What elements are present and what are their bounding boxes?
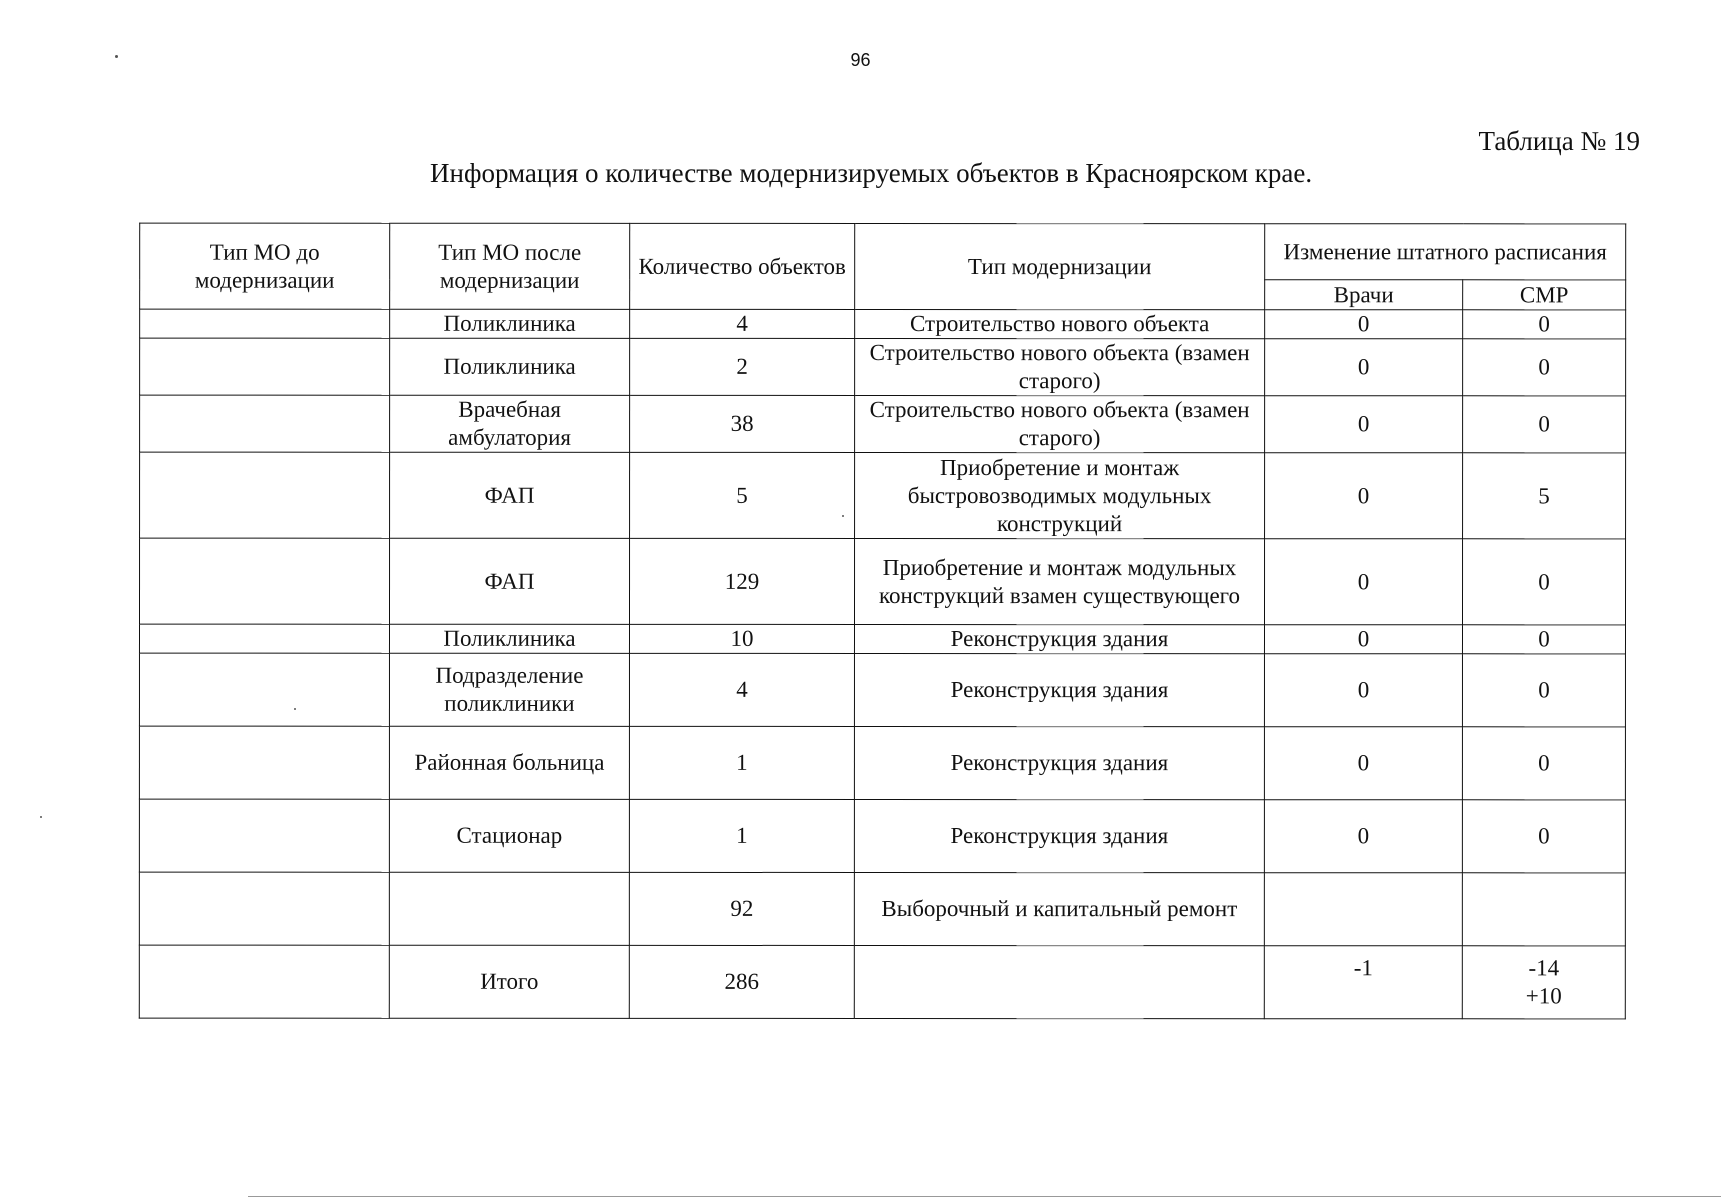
total-row — [139, 945, 1625, 1019]
cell-type-before — [139, 872, 389, 945]
cell-count: 2 — [630, 338, 855, 395]
modernization-table — [139, 223, 1626, 1020]
scan-edge-line — [248, 1196, 1721, 1197]
cell-count: 4 — [630, 309, 855, 338]
cell-type-after: Поликлиника — [390, 338, 630, 395]
table-row — [139, 872, 1625, 946]
header-modernization-type: Тип модернизации — [855, 223, 1265, 309]
total-smp-line2: +10 — [1525, 983, 1562, 1009]
cell-type-after: ФАП — [389, 538, 629, 624]
header-doctors: Врачи — [1265, 280, 1463, 310]
header-type-before: Тип МО до модернизации — [140, 223, 390, 309]
cell-type-before — [140, 395, 390, 452]
cell-modernization: Реконструкция здания — [854, 726, 1264, 799]
cell-smp: 0 — [1462, 654, 1625, 727]
cell-smp: 0 — [1462, 727, 1625, 800]
cell-smp — [1462, 873, 1625, 946]
cell-modernization: Строительство нового объекта — [855, 309, 1265, 338]
cell-doctors: 0 — [1265, 310, 1463, 339]
cell-smp: 0 — [1463, 396, 1626, 453]
table-label: Таблица № 19 — [1478, 126, 1640, 156]
cell-type-before — [139, 726, 389, 799]
total-smp — [1462, 946, 1625, 1019]
cell-type-after: ФАП — [390, 452, 630, 538]
cell-doctors: 0 — [1265, 453, 1463, 539]
header-smp: СМР — [1463, 280, 1626, 310]
table-row — [139, 799, 1625, 873]
cell-modernization: Приобретение и монтаж модульных конструкций взамен существующего — [854, 538, 1264, 624]
total-smp-line1: -14 — [1528, 955, 1560, 981]
table-row — [139, 624, 1625, 654]
cell-modernization: Приобретение и монтаж быстровозводимых модульных конструкций — [855, 452, 1265, 538]
header-count: Количество объектов — [630, 223, 855, 309]
cell-type-before — [139, 945, 389, 1018]
total-modernization — [854, 945, 1264, 1018]
cell-count: 10 — [629, 624, 854, 653]
cell-smp: 0 — [1462, 625, 1625, 654]
scan-speck — [842, 515, 844, 517]
scan-speck — [115, 55, 118, 58]
cell-type-after: Врачебная амбулатория — [390, 395, 630, 452]
cell-type-before — [140, 309, 390, 338]
cell-doctors — [1264, 873, 1462, 946]
cell-count: 5 — [630, 452, 855, 538]
cell-type-after: Поликлиника — [390, 309, 630, 338]
header-type-after: Тип МО после модернизации — [390, 223, 630, 309]
scan-speck — [294, 708, 296, 710]
cell-doctors: 0 — [1264, 654, 1462, 727]
total-label: Итого — [389, 945, 629, 1018]
scan-speck — [40, 816, 42, 818]
cell-doctors: 0 — [1264, 727, 1462, 800]
cell-type-before — [139, 653, 389, 726]
cell-count: 1 — [629, 799, 854, 872]
cell-modernization: Реконструкция здания — [854, 653, 1264, 726]
table-row — [139, 538, 1625, 625]
cell-count: 4 — [629, 653, 854, 726]
cell-type-before — [139, 799, 389, 872]
page-number: 96 — [850, 50, 871, 70]
cell-smp: 0 — [1462, 539, 1625, 625]
total-count: 286 — [629, 945, 854, 1018]
cell-modernization: Выборочный и капитальный ремонт — [854, 872, 1264, 945]
cell-modernization: Строительство нового объекта (взамен старого) — [855, 338, 1265, 395]
total-doctors: -1 — [1264, 946, 1462, 1019]
cell-modernization: Строительство нового объекта (взамен старого) — [855, 395, 1265, 452]
cell-smp: 5 — [1463, 453, 1626, 539]
table-row — [140, 395, 1626, 453]
cell-type-after: Районная больница — [389, 726, 629, 799]
table-row — [140, 452, 1626, 539]
cell-type-before — [140, 338, 390, 395]
cell-count: 1 — [629, 726, 854, 799]
document-title: Информация о количестве модернизируемых объектов в Красноярском крае. — [430, 158, 1313, 188]
table-row — [140, 338, 1626, 396]
cell-modernization: Реконструкция здания — [854, 799, 1264, 872]
table-row — [139, 653, 1625, 727]
cell-type-before — [139, 624, 389, 653]
cell-doctors: 0 — [1264, 625, 1462, 654]
cell-type-before — [140, 452, 390, 538]
cell-type-after: Подразделение поликлиники — [389, 653, 629, 726]
cell-smp: 0 — [1462, 800, 1625, 873]
cell-doctors: 0 — [1264, 800, 1462, 873]
cell-doctors: 0 — [1264, 539, 1462, 625]
cell-count: 129 — [629, 538, 854, 624]
table-row — [140, 309, 1626, 339]
cell-count: 92 — [629, 872, 854, 945]
cell-smp: 0 — [1463, 339, 1626, 396]
cell-doctors: 0 — [1265, 396, 1463, 453]
cell-type-after — [389, 872, 629, 945]
table-row — [139, 726, 1625, 800]
header-staff-change: Изменение штатного расписания — [1265, 224, 1626, 280]
cell-type-after: Поликлиника — [389, 624, 629, 653]
cell-doctors: 0 — [1265, 339, 1463, 396]
cell-count: 38 — [630, 395, 855, 452]
cell-type-after: Стационар — [389, 799, 629, 872]
cell-type-before — [139, 538, 389, 624]
cell-smp: 0 — [1463, 310, 1626, 339]
cell-modernization: Реконструкция здания — [854, 624, 1264, 653]
